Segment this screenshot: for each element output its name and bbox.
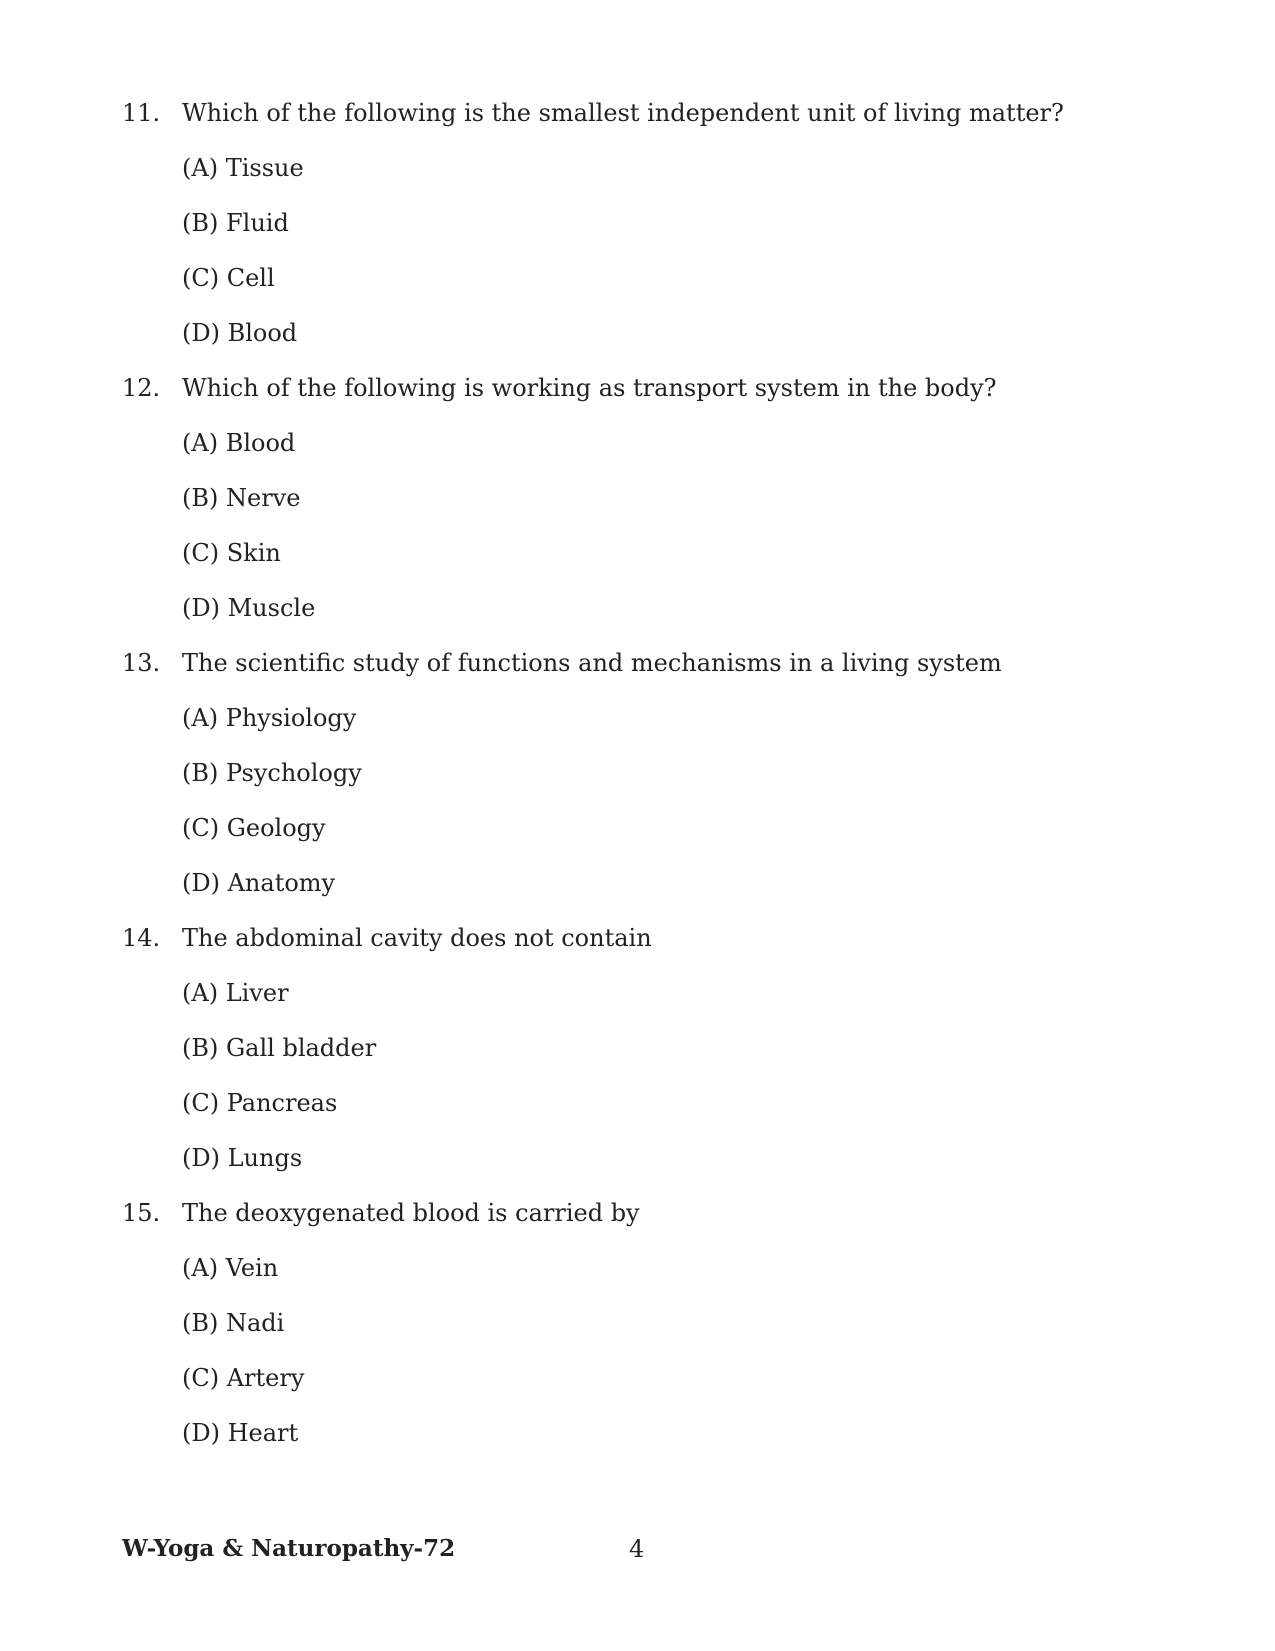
option-b: (B) Nadi <box>182 1309 285 1337</box>
option-list <box>182 154 1172 347</box>
option-c: (C) Artery <box>182 1364 305 1392</box>
option-list <box>182 429 1172 622</box>
option-list <box>182 704 1172 897</box>
question-text: The abdominal cavity does not contain <box>182 924 652 952</box>
question-text: Which of the following is the smallest independent unit of living matter? <box>182 99 1064 127</box>
option-c: (C) Geology <box>182 814 326 842</box>
question-11 <box>122 99 1172 347</box>
question-13 <box>122 649 1172 897</box>
option-a: (A) Blood <box>182 429 296 457</box>
option-d: (D) Anatomy <box>182 869 336 897</box>
option-a: (A) Tissue <box>182 154 304 182</box>
question-number: 13. <box>122 649 161 677</box>
option-list <box>182 979 1172 1172</box>
question-text: Which of the following is working as transport system in the body? <box>182 374 997 402</box>
option-c: (C) Cell <box>182 264 275 292</box>
option-b: (B) Fluid <box>182 209 289 237</box>
option-d: (D) Heart <box>182 1419 299 1447</box>
option-a: (A) Vein <box>182 1254 279 1282</box>
option-d: (D) Lungs <box>182 1144 303 1172</box>
option-b: (B) Psychology <box>182 759 362 787</box>
option-a: (A) Physiology <box>182 704 357 732</box>
page-number: 4 <box>629 1535 645 1563</box>
question-line <box>122 1199 1172 1227</box>
question-line <box>122 99 1172 127</box>
option-b: (B) Nerve <box>182 484 301 512</box>
question-number: 15. <box>122 1199 161 1227</box>
option-c: (C) Skin <box>182 539 281 567</box>
option-d: (D) Blood <box>182 319 298 347</box>
question-number: 11. <box>122 99 161 127</box>
question-text: The scientific study of functions and mechanisms in a living system <box>182 649 1002 677</box>
question-line <box>122 649 1172 677</box>
question-line <box>122 924 1172 952</box>
booklet-title: W-Yoga & Naturopathy-72 <box>122 1535 456 1562</box>
option-b: (B) Gall bladder <box>182 1034 377 1062</box>
question-15 <box>122 1199 1172 1447</box>
question-number: 14. <box>122 924 161 952</box>
option-d: (D) Muscle <box>182 594 316 622</box>
option-c: (C) Pancreas <box>182 1089 338 1117</box>
question-line <box>122 374 1172 402</box>
question-12 <box>122 374 1172 622</box>
question-14 <box>122 924 1172 1172</box>
question-text: The deoxygenated blood is carried by <box>182 1199 640 1227</box>
page-footer <box>122 1533 1122 1565</box>
option-list <box>182 1254 1172 1447</box>
option-a: (A) Liver <box>182 979 289 1007</box>
question-number: 12. <box>122 374 161 402</box>
